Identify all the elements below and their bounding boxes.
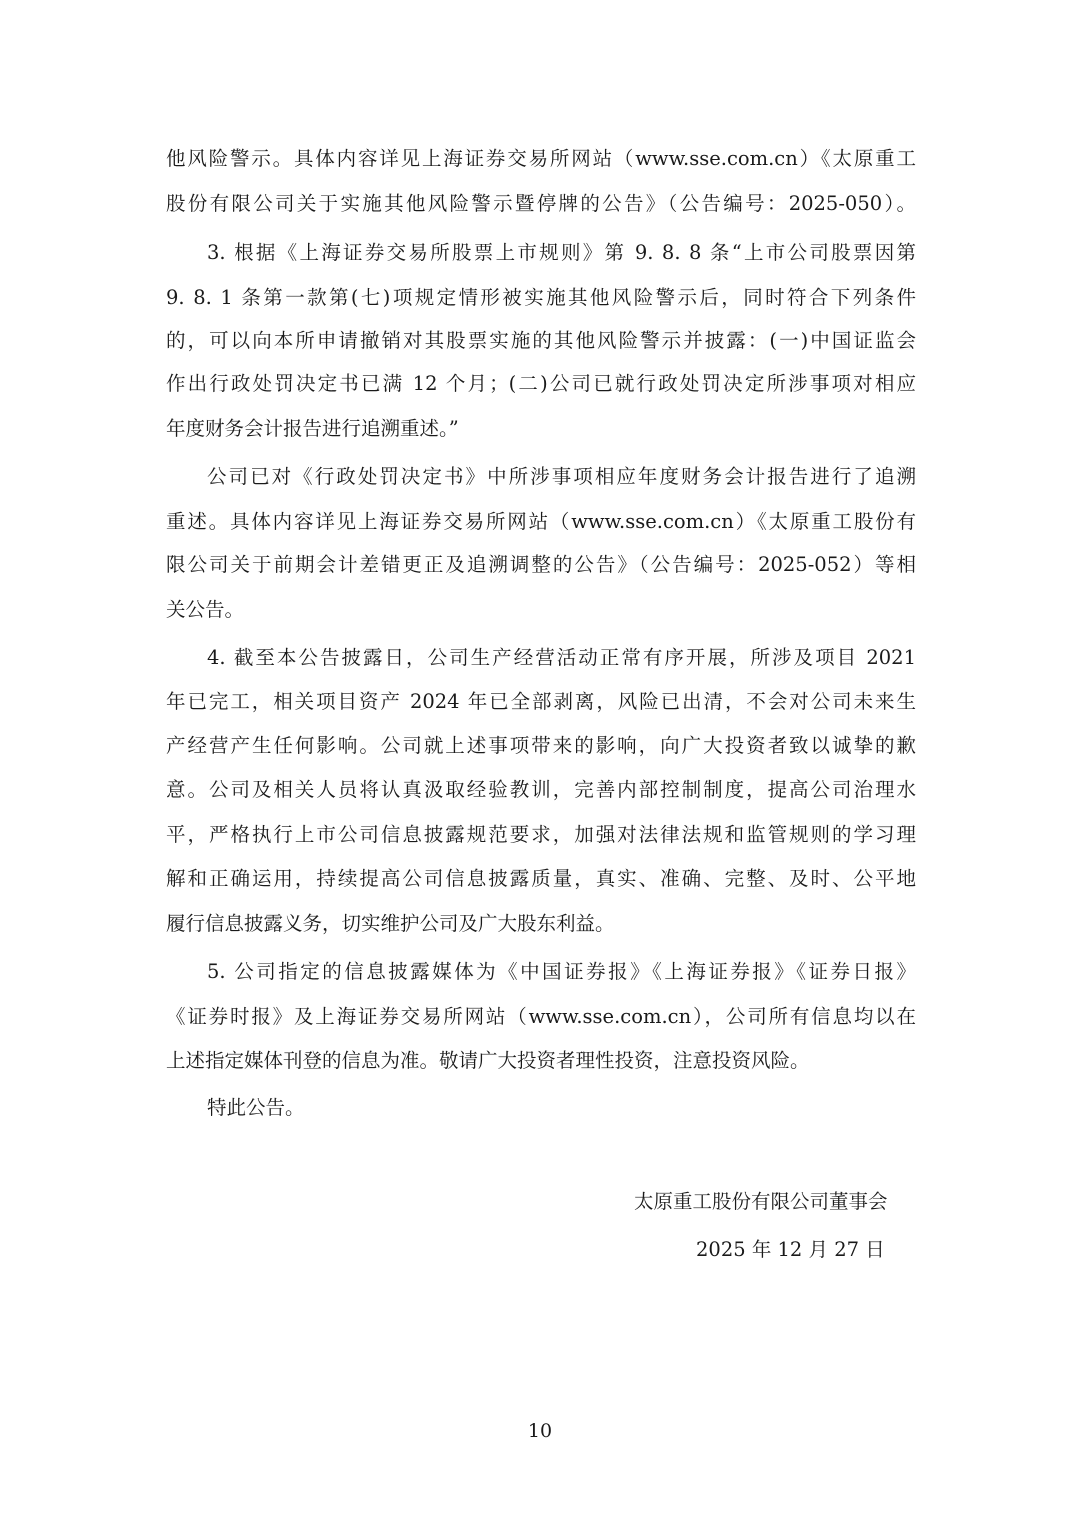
paragraph-line: 产经营产生任何影响。公司就上述事项带来的影响，向广大投资者致以诚挚的歉 (166, 734, 916, 757)
paragraph-line: 9. 8. 1 条第一款第(七)项规定情形被实施其他风险警示后，同时符合下列条件 (166, 286, 916, 309)
paragraph-line: 的，可以向本所申请撤销对其股票实施的其他风险警示并披露：(一)中国证监会 (166, 329, 916, 352)
paragraph-line: 作出行政处罚决定书已满 12 个月；(二)公司已就行政处罚决定所涉事项对相应 (166, 372, 916, 395)
paragraph-line: 意。公司及相关人员将认真汲取经验教训，完善内部控制制度，提高公司治理水 (166, 778, 916, 801)
paragraph-line: 4. 截至本公告披露日，公司生产经营活动正常有序开展，所涉及项目 2021 (207, 646, 916, 669)
signature: 太原重工股份有限公司董事会 (634, 1190, 888, 1213)
date: 2025 年 12 月 27 日 (696, 1238, 885, 1261)
paragraph-line: 平，严格执行上市公司信息披露规范要求，加强对法律法规和监管规则的学习理 (166, 823, 916, 846)
paragraph-line: 5. 公司指定的信息披露媒体为《中国证券报》《上海证券报》《证券日报》 (207, 960, 916, 983)
paragraph-line: 上述指定媒体刊登的信息为准。敬请广大投资者理性投资，注意投资风险。 (166, 1049, 810, 1072)
paragraph-line: 关公告。 (166, 598, 245, 621)
paragraph-line: 股份有限公司关于实施其他风险警示暨停牌的公告》（公告编号：2025-050）。 (166, 192, 916, 215)
page-number: 10 (527, 1420, 553, 1442)
closing-line: 特此公告。 (207, 1096, 305, 1119)
paragraph-line: 重述。具体内容详见上海证券交易所网站（www.sse.com.cn）《太原重工股份有 (166, 510, 916, 533)
paragraph-line: 解和正确运用，持续提高公司信息披露质量，真实、准确、完整、及时、公平地 (166, 867, 916, 890)
paragraph-line: 限公司关于前期会计差错更正及追溯调整的公告》（公告编号：2025-052）等相 (166, 553, 916, 576)
paragraph-line: 他风险警示。具体内容详见上海证券交易所网站（www.sse.com.cn）《太原重工 (166, 147, 916, 170)
paragraph-line: 3. 根据《上海证券交易所股票上市规则》第 9. 8. 8 条“上市公司股票因第 (207, 241, 916, 264)
paragraph-line: 公司已对《行政处罚决定书》中所涉事项相应年度财务会计报告进行了追溯 (207, 465, 916, 488)
paragraph-line: 履行信息披露义务，切实维护公司及广大股东利益。 (166, 912, 615, 935)
paragraph-line: 年已完工，相关项目资产 2024 年已全部剥离，风险已出清，不会对公司未来生 (166, 690, 916, 713)
paragraph-line: 《证券时报》及上海证券交易所网站（www.sse.com.cn），公司所有信息均以在 (166, 1005, 916, 1028)
paragraph-line: 年度财务会计报告进行追溯重述。” (166, 417, 459, 440)
